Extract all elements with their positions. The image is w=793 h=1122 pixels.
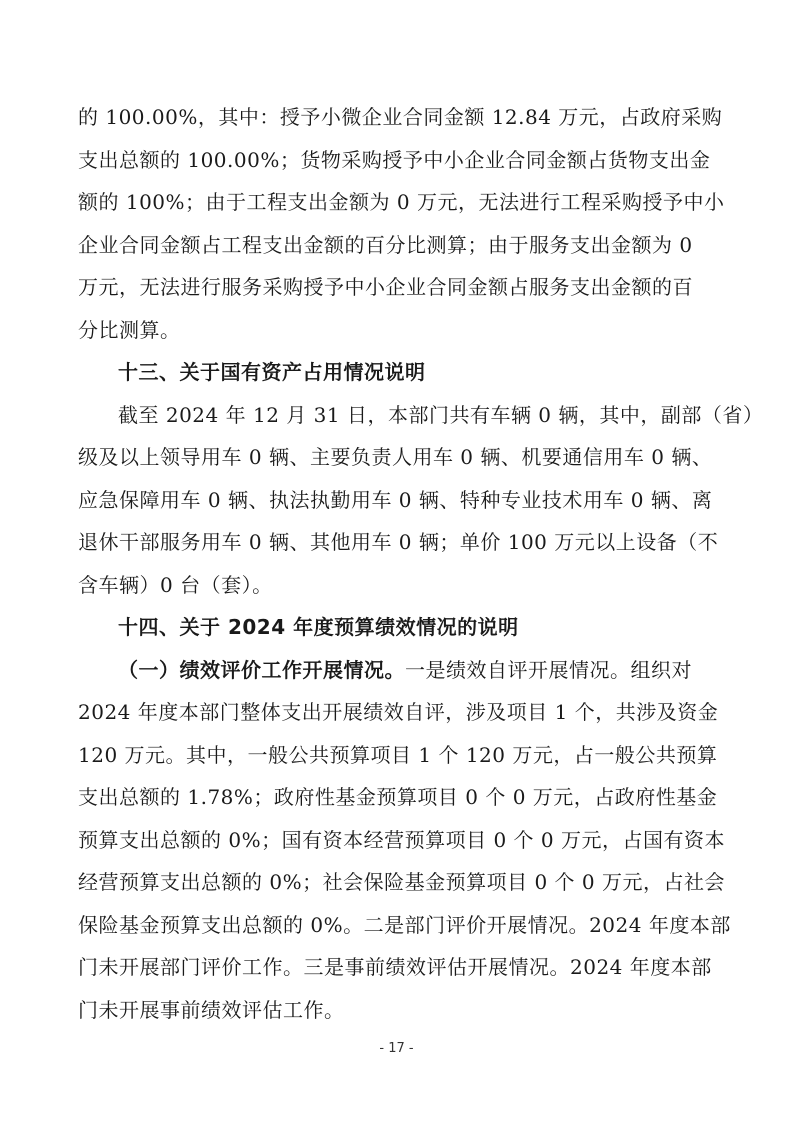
text-line: 支出总额的 100.00%；货物采购授予中小企业合同金额占货物支出金 <box>78 147 711 172</box>
text-line: 含车辆）0 台（套）。 <box>78 572 273 597</box>
subsection-lead: （一）绩效评价工作开展情况。 <box>118 657 405 682</box>
text-line: 退休干部服务用车 0 辆、其他用车 0 辆；单价 100 万元以上设备（不 <box>78 530 719 554</box>
text-fragment: 一是绩效自评开展情况。组织对 <box>405 657 692 682</box>
text-line: 企业合同金额占工程支出金额的百分比测算；由于服务支出金额为 0 <box>78 232 693 257</box>
text-line: 额的 100%；由于工程支出金额为 0 万元，无法进行工程采购授予中小 <box>78 190 725 214</box>
text-line: 120 万元。其中，一般公共预算项目 1 个 120 万元，占一般公共预算 <box>78 742 718 767</box>
text-line: 截至 2024 年 12 月 31 日，本部门共有车辆 0 辆，其中，副部（省） <box>118 402 764 427</box>
document-body <box>78 96 764 1031</box>
text-line <box>78 649 718 692</box>
text-line: 2024 年度本部门整体支出开展绩效自评，涉及项目 1 个，共涉及资金 <box>78 700 719 724</box>
text-line: 分比测算。 <box>78 317 181 342</box>
page-number: - 17 - <box>379 1041 414 1056</box>
text-line: 保险基金预算支出总额的 0%。二是部门评价开展情况。2024 年度本部 <box>78 912 731 937</box>
text-line: 万元，无法进行服务采购授予中小企业合同金额占服务支出金额的百 <box>78 275 693 299</box>
text-line: 经营预算支出总额的 0%；社会保险基金预算项目 0 个 0 万元，占社会 <box>78 870 725 894</box>
section-heading: 十四、关于 2024 年度预算绩效情况的说明 <box>118 615 519 639</box>
text-line: 门未开展部门评价工作。三是事前绩效评估开展情况。2024 年度本部 <box>78 955 712 979</box>
section-heading: 十三、关于国有资产占用情况说明 <box>118 360 426 384</box>
text-line: 的 100.00%，其中：授予小微企业合同金额 12.84 万元，占政府采购 <box>78 105 723 129</box>
text-line: 应急保障用车 0 辆、执法执勤用车 0 辆、特种专业技术用车 0 辆、离 <box>78 487 713 512</box>
text-line: 预算支出总额的 0%；国有资本经营预算项目 0 个 0 万元，占国有资本 <box>78 827 725 852</box>
text-line: 门未开展事前绩效评估工作。 <box>78 997 345 1022</box>
text-line: 级及以上领导用车 0 辆、主要负责人用车 0 辆、机要通信用车 0 辆、 <box>78 445 713 469</box>
text-line: 支出总额的 1.78%；政府性基金预算项目 0 个 0 万元，占政府性基金 <box>78 785 718 809</box>
